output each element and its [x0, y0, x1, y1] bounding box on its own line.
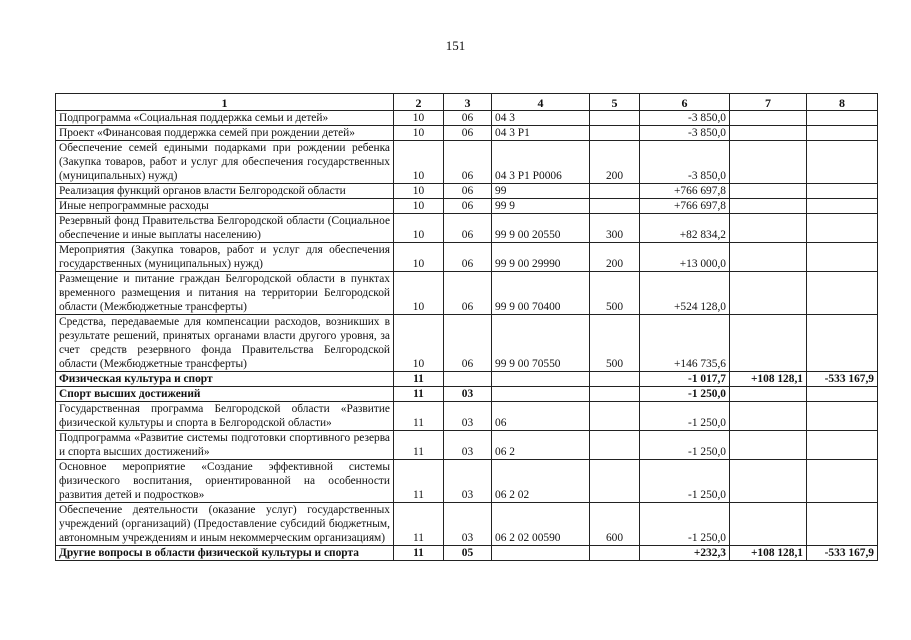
cell-amount-col6: -3 850,0	[640, 141, 730, 184]
table-row	[56, 387, 878, 402]
header-col-3: 3	[444, 94, 492, 111]
cell-amount-col8	[807, 315, 878, 372]
cell-amount-col7	[730, 387, 807, 402]
cell-description: Основное мероприятие «Создание эффективной системы физического воспитания, ориентированной на особенности развития детей и подростков»	[56, 460, 394, 503]
cell-amount-col6: -1 250,0	[640, 402, 730, 431]
cell-target-article	[492, 387, 590, 402]
cell-description: Обеспечение семей едиными подарками при рождении ребенка (Закупка товаров, работ и услуг для обеспечения государственных (муниципальных) нужд)	[56, 141, 394, 184]
table-row	[56, 372, 878, 387]
table-body	[56, 111, 878, 561]
cell-amount-col6: -1 250,0	[640, 387, 730, 402]
cell-amount-col8	[807, 141, 878, 184]
cell-amount-col6: -1 250,0	[640, 503, 730, 546]
cell-expense-type	[590, 126, 640, 141]
cell-section: 11	[394, 387, 444, 402]
cell-subsection: 05	[444, 546, 492, 561]
cell-target-article: 06 2	[492, 431, 590, 460]
cell-amount-col7	[730, 184, 807, 199]
table-row	[56, 199, 878, 214]
table-row	[56, 272, 878, 315]
cell-amount-col6: +146 735,6	[640, 315, 730, 372]
cell-expense-type	[590, 111, 640, 126]
cell-subsection: 06	[444, 184, 492, 199]
cell-amount-col8	[807, 431, 878, 460]
table-row	[56, 546, 878, 561]
cell-expense-type	[590, 387, 640, 402]
cell-subsection: 06	[444, 126, 492, 141]
cell-section: 10	[394, 126, 444, 141]
cell-amount-col7	[730, 503, 807, 546]
cell-expense-type: 500	[590, 272, 640, 315]
cell-target-article: 99 9 00 70400	[492, 272, 590, 315]
header-col-1: 1	[56, 94, 394, 111]
cell-amount-col8	[807, 402, 878, 431]
cell-section: 10	[394, 184, 444, 199]
cell-amount-col8	[807, 126, 878, 141]
cell-expense-type	[590, 402, 640, 431]
table-row	[56, 184, 878, 199]
cell-subsection: 03	[444, 460, 492, 503]
cell-amount-col6: -1 250,0	[640, 460, 730, 503]
cell-amount-col6: -1 017,7	[640, 372, 730, 387]
page-number: 151	[445, 38, 466, 53]
cell-section: 11	[394, 460, 444, 503]
cell-description: Спорт высших достижений	[56, 387, 394, 402]
cell-description: Обеспечение деятельности (оказание услуг) государственных учреждений (организаций) (Предоставление субсидий бюджетным, автономным учреждениям и иным некоммерческим организациям)	[56, 503, 394, 546]
cell-amount-col8	[807, 460, 878, 503]
cell-description: Физическая культура и спорт	[56, 372, 394, 387]
header-col-5: 5	[590, 94, 640, 111]
table-row	[56, 243, 878, 272]
cell-expense-type: 500	[590, 315, 640, 372]
cell-target-article	[492, 546, 590, 561]
cell-target-article: 04 3 P1	[492, 126, 590, 141]
cell-subsection: 06	[444, 243, 492, 272]
cell-target-article: 99	[492, 184, 590, 199]
cell-amount-col8	[807, 387, 878, 402]
cell-amount-col7	[730, 214, 807, 243]
cell-amount-col8	[807, 243, 878, 272]
cell-subsection: 03	[444, 387, 492, 402]
cell-subsection: 06	[444, 141, 492, 184]
cell-subsection	[444, 372, 492, 387]
cell-description: Реализация функций органов власти Белгородской области	[56, 184, 394, 199]
cell-section: 10	[394, 111, 444, 126]
table-row	[56, 111, 878, 126]
cell-description: Государственная программа Белгородской области «Развитие физической культуры и спорта в Белгородской области»	[56, 402, 394, 431]
cell-amount-col7	[730, 126, 807, 141]
cell-expense-type: 200	[590, 141, 640, 184]
cell-amount-col6: +524 128,0	[640, 272, 730, 315]
header-col-7: 7	[730, 94, 807, 111]
cell-subsection: 06	[444, 111, 492, 126]
cell-target-article: 99 9 00 70550	[492, 315, 590, 372]
header-col-2: 2	[394, 94, 444, 111]
cell-section: 10	[394, 141, 444, 184]
table-row	[56, 503, 878, 546]
cell-section: 10	[394, 199, 444, 214]
cell-amount-col8	[807, 111, 878, 126]
cell-target-article	[492, 372, 590, 387]
cell-amount-col8	[807, 184, 878, 199]
cell-target-article: 99 9	[492, 199, 590, 214]
cell-expense-type	[590, 431, 640, 460]
cell-amount-col7: +108 128,1	[730, 372, 807, 387]
table-row	[56, 431, 878, 460]
cell-amount-col8	[807, 272, 878, 315]
cell-amount-col7	[730, 243, 807, 272]
header-row	[56, 94, 878, 111]
cell-amount-col6: -3 850,0	[640, 126, 730, 141]
cell-amount-col7	[730, 402, 807, 431]
cell-subsection: 03	[444, 431, 492, 460]
cell-section: 11	[394, 546, 444, 561]
cell-target-article: 06 2 02	[492, 460, 590, 503]
cell-expense-type	[590, 372, 640, 387]
cell-description: Резервный фонд Правительства Белгородской области (Социальное обеспечение и иные выплаты населению)	[56, 214, 394, 243]
cell-amount-col7	[730, 272, 807, 315]
cell-description: Мероприятия (Закупка товаров, работ и услуг для обеспечения государственных (муниципальных) нужд)	[56, 243, 394, 272]
cell-amount-col7	[730, 431, 807, 460]
cell-expense-type	[590, 199, 640, 214]
cell-section: 10	[394, 243, 444, 272]
cell-section: 10	[394, 272, 444, 315]
cell-target-article: 04 3 P1 P0006	[492, 141, 590, 184]
cell-target-article: 99 9 00 29990	[492, 243, 590, 272]
cell-target-article: 06	[492, 402, 590, 431]
cell-subsection: 06	[444, 214, 492, 243]
cell-subsection: 03	[444, 402, 492, 431]
cell-amount-col8	[807, 199, 878, 214]
header-col-4: 4	[492, 94, 590, 111]
cell-amount-col7	[730, 460, 807, 503]
cell-description: Проект «Финансовая поддержка семей при рождении детей»	[56, 126, 394, 141]
cell-amount-col8	[807, 214, 878, 243]
cell-amount-col7	[730, 111, 807, 126]
cell-subsection: 06	[444, 315, 492, 372]
cell-subsection: 06	[444, 272, 492, 315]
table-row	[56, 460, 878, 503]
cell-amount-col8: -533 167,9	[807, 546, 878, 561]
cell-description: Другие вопросы в области физической культуры и спорта	[56, 546, 394, 561]
cell-amount-col7	[730, 141, 807, 184]
cell-expense-type	[590, 546, 640, 561]
cell-section: 11	[394, 372, 444, 387]
cell-description: Иные непрограммные расходы	[56, 199, 394, 214]
cell-description: Средства, передаваемые для компенсации расходов, возникших в результате решений, принятых органами власти другого уровня, за счет средств резервного фонда Правительства Белгородской области (Межбюджетные трансферты)	[56, 315, 394, 372]
header-col-8: 8	[807, 94, 878, 111]
cell-description: Подпрограмма «Развитие системы подготовки спортивного резерва и спорта высших достижений»	[56, 431, 394, 460]
cell-target-article: 99 9 00 20550	[492, 214, 590, 243]
cell-amount-col6: +232,3	[640, 546, 730, 561]
cell-amount-col8: -533 167,9	[807, 372, 878, 387]
cell-amount-col8	[807, 503, 878, 546]
cell-expense-type: 600	[590, 503, 640, 546]
header-col-6: 6	[640, 94, 730, 111]
cell-expense-type: 300	[590, 214, 640, 243]
cell-section: 10	[394, 214, 444, 243]
cell-amount-col7: +108 128,1	[730, 546, 807, 561]
cell-amount-col6: +13 000,0	[640, 243, 730, 272]
cell-amount-col6: +766 697,8	[640, 199, 730, 214]
cell-amount-col6: -3 850,0	[640, 111, 730, 126]
cell-amount-col7	[730, 315, 807, 372]
table-row	[56, 141, 878, 184]
cell-section: 11	[394, 503, 444, 546]
cell-subsection: 03	[444, 503, 492, 546]
cell-description: Подпрограмма «Социальная поддержка семьи и детей»	[56, 111, 394, 126]
cell-target-article: 04 3	[492, 111, 590, 126]
table-row	[56, 214, 878, 243]
cell-section: 11	[394, 431, 444, 460]
cell-amount-col6: +82 834,2	[640, 214, 730, 243]
cell-section: 11	[394, 402, 444, 431]
cell-amount-col6: -1 250,0	[640, 431, 730, 460]
cell-amount-col7	[730, 199, 807, 214]
cell-target-article: 06 2 02 00590	[492, 503, 590, 546]
cell-expense-type	[590, 184, 640, 199]
cell-subsection: 06	[444, 199, 492, 214]
cell-description: Размещение и питание граждан Белгородской области в пунктах временного размещения и питания на территории Белгородской области (Межбюджетные трансферты)	[56, 272, 394, 315]
table-row	[56, 126, 878, 141]
cell-expense-type	[590, 460, 640, 503]
cell-expense-type: 200	[590, 243, 640, 272]
table-row	[56, 315, 878, 372]
table-row	[56, 402, 878, 431]
budget-table	[55, 93, 878, 561]
cell-amount-col6: +766 697,8	[640, 184, 730, 199]
cell-section: 10	[394, 315, 444, 372]
